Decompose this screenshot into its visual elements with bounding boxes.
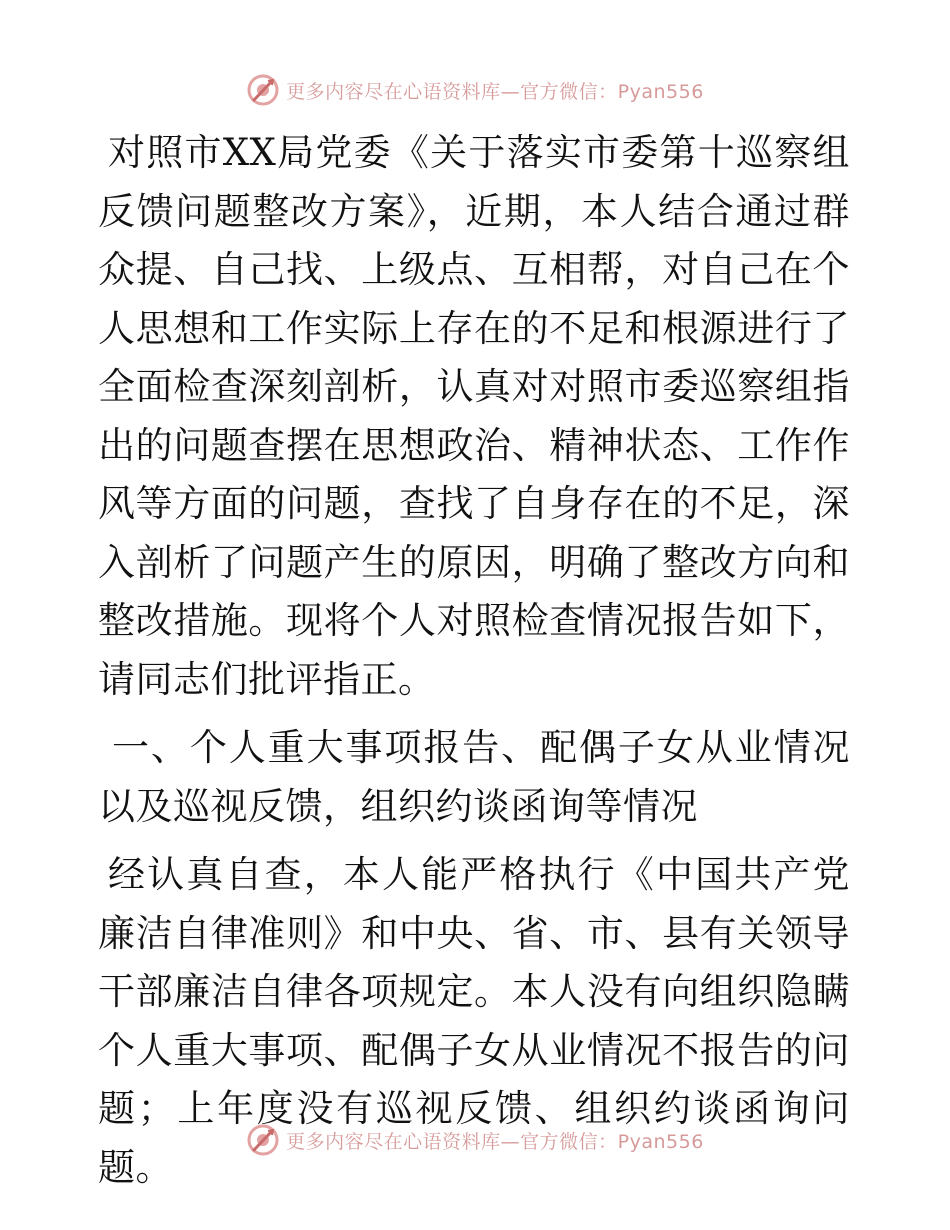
section-heading: 一、个人重大事项报告、配偶子女从业情况以及巡视反馈，组织约谈函询等情况 — [98, 726, 850, 828]
logo-icon — [246, 73, 280, 107]
watermark-text: 更多内容尽在心语资料库—官方微信：Pyan556 — [286, 80, 704, 103]
paragraph-self-check: 经认真自查，本人能严格执行《中国共产党廉洁自律准则》和中央、省、市、县有关领导干部廉洁自律各项规定。本人没有向组织隐瞒个人重大事项、配偶子女从业情况不报告的问题；上年度没有巡视反馈、组织约谈函询问题。 — [98, 853, 850, 1189]
logo-icon — [246, 1123, 280, 1157]
watermark-text: 更多内容尽在心语资料库—官方微信：Pyan556 — [286, 1130, 704, 1153]
header-watermark — [0, 70, 950, 110]
paragraph-intro: 对照市XX局党委《关于落实市委第十巡察组反馈问题整改方案》，近期，本人结合通过群众提、自己找、上级点、互相帮，对自己在个人思想和工作实际上存在的不足和根源进行了全面检查深刻剖析，认真对对照市委巡察组指出的问题查摆在思想政治、精神状态、工作作风等方面的问题，查找了自身存在的不足，深入剖析了问题产生的原因，明确了整改方向和整改措施。现将个人对照检查情况报告如下，请同志们批评指正。 — [98, 131, 850, 701]
document-body — [98, 124, 850, 1207]
footer-watermark — [0, 1120, 950, 1160]
